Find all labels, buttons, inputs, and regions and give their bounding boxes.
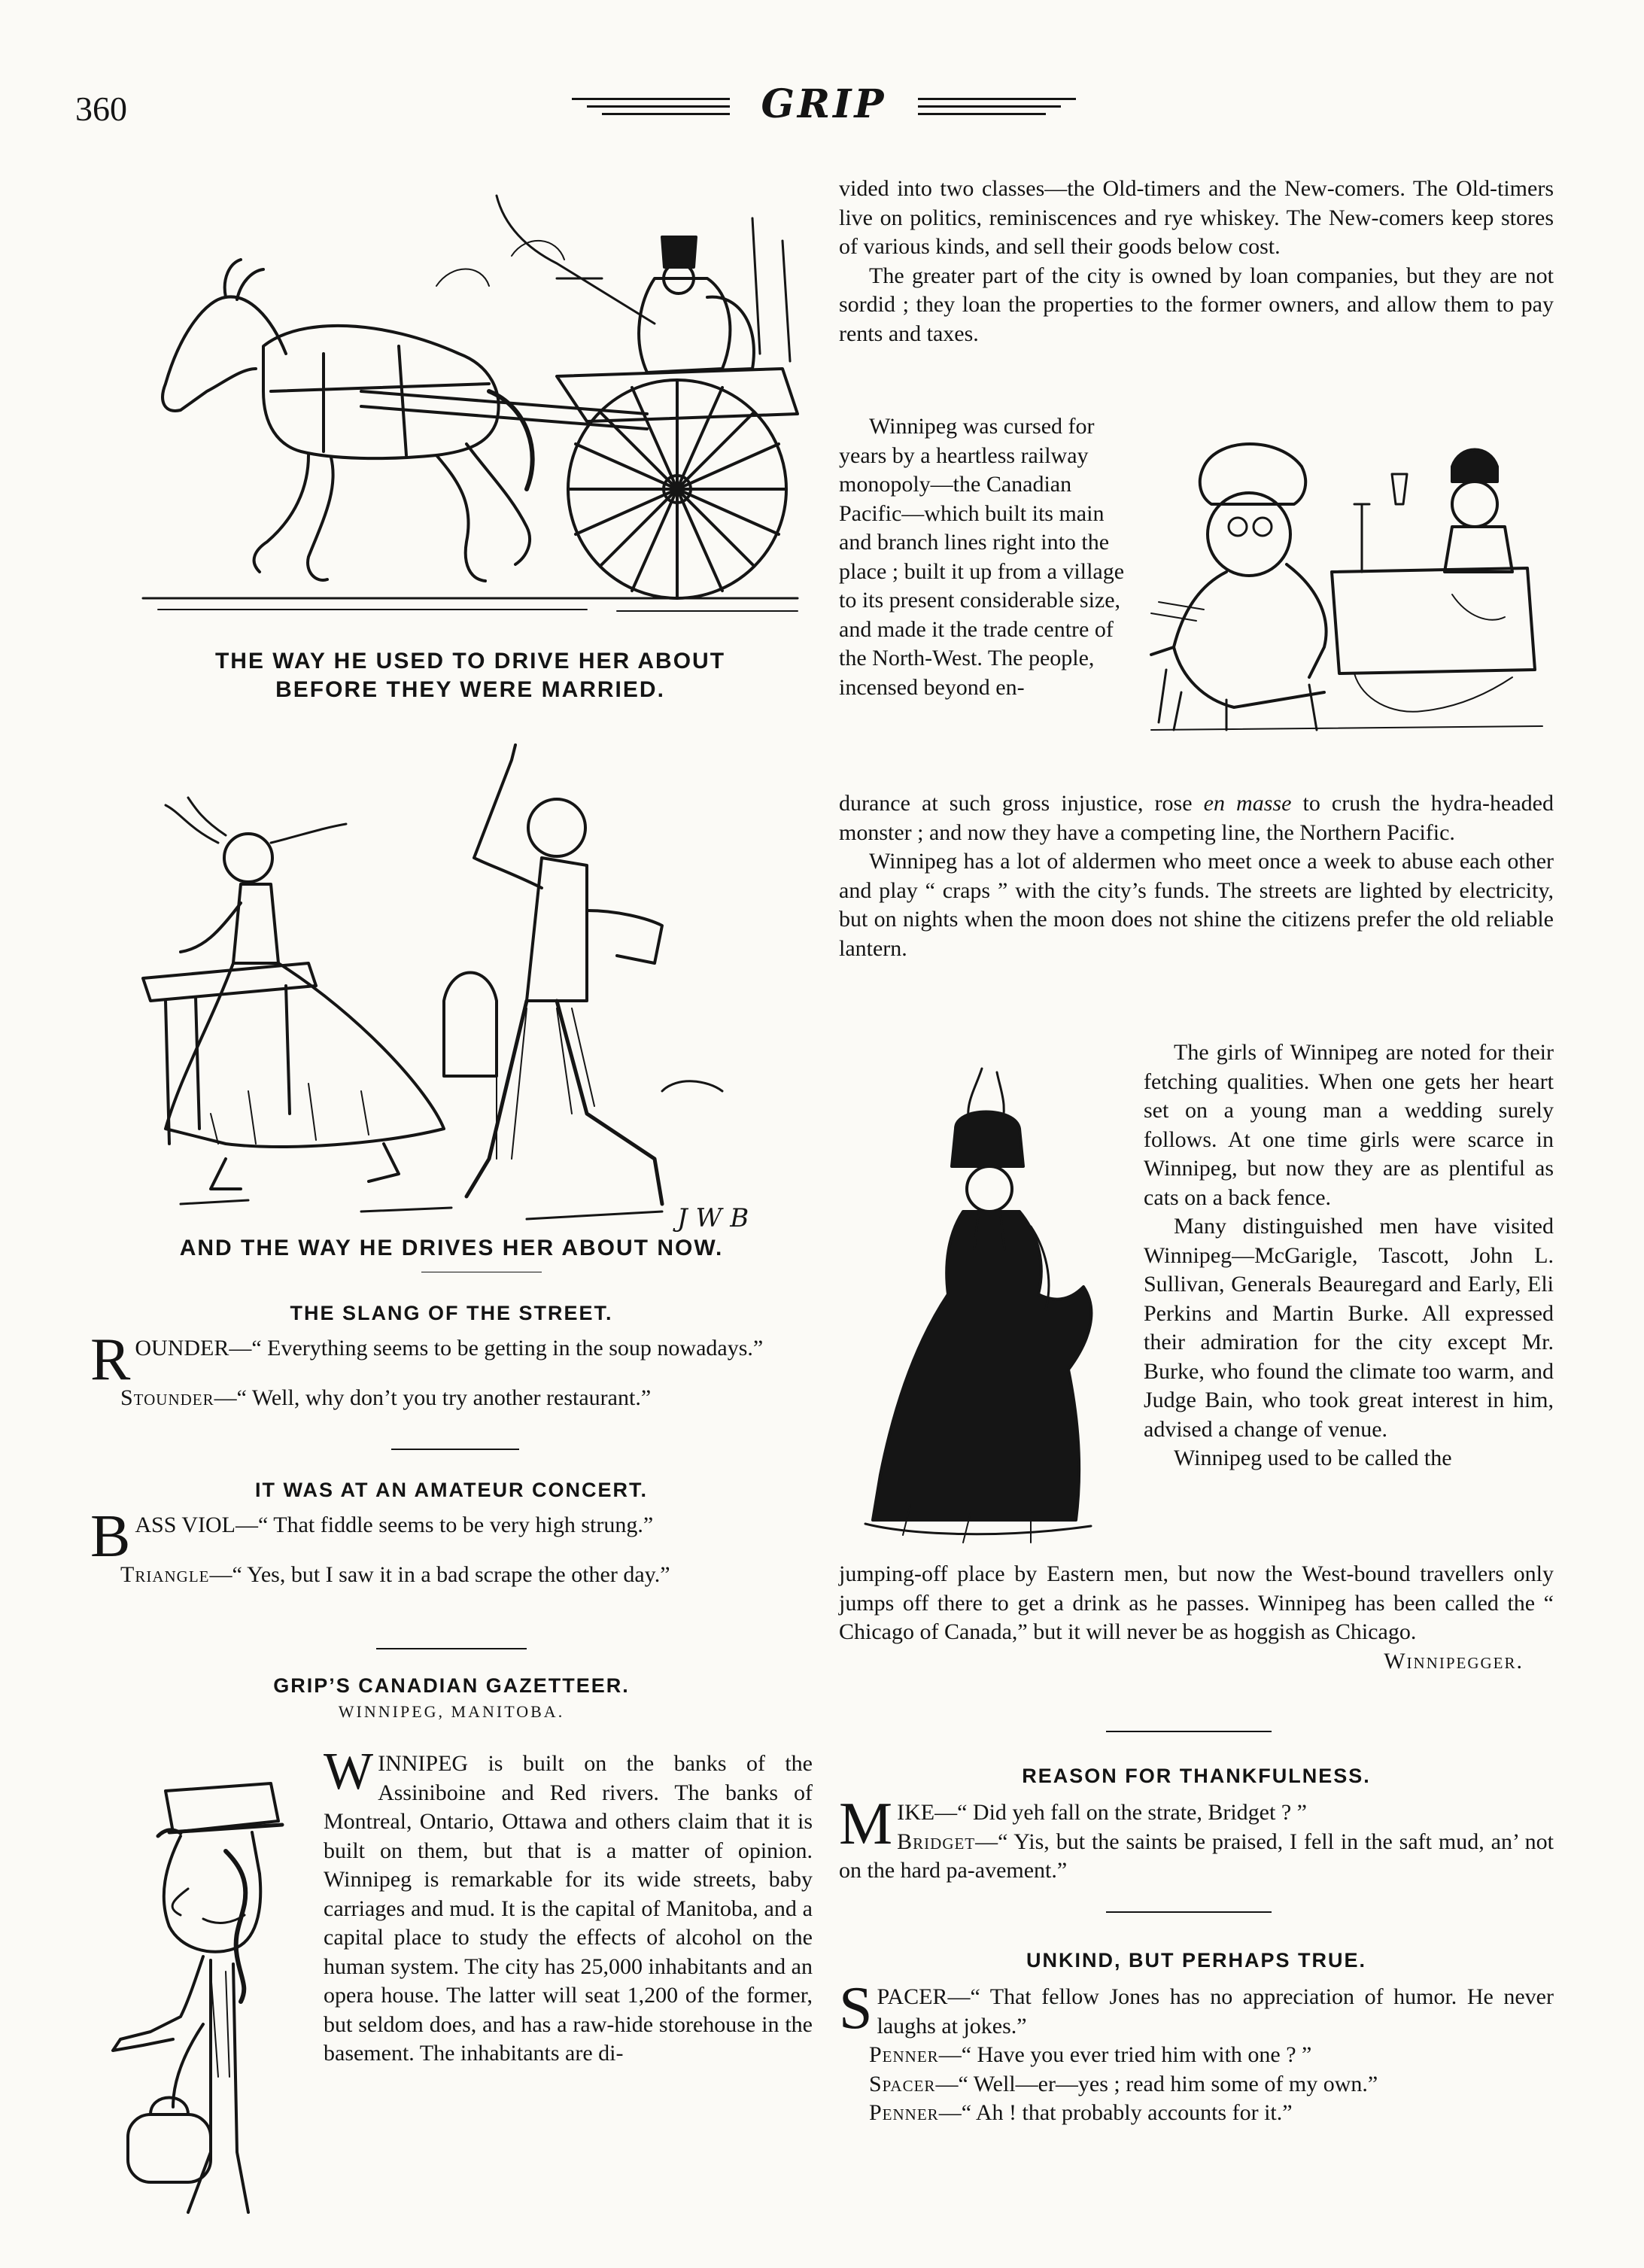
concert-dropcap: B	[90, 1503, 131, 1570]
gazetteer-body	[324, 1743, 813, 2069]
paragraph-two-classes: vided into two classes—the Old-timers and the New-comers. The Old-timers live on politics, reminiscences and rye whiskey. The New-comers keep stores of various kinds, and sell their goods below cost.	[839, 176, 1554, 259]
railway-text-a: durance at such gross injustice, rose	[839, 791, 1204, 816]
unkind-line-spacer	[839, 1975, 1554, 2042]
slang-section	[90, 1302, 813, 1413]
signature-winnipegger: Winnipegger.	[1384, 1648, 1524, 1674]
thankfulness-bridget-text: —“ Yis, but the saints be praised, I fell in the saft mud, an’ not on the hard pa-avement.”	[839, 1829, 1554, 1883]
masthead-title: GRIP	[761, 81, 887, 127]
slang-dropcap: R	[90, 1327, 131, 1393]
paragraph-jumping-part2: jumping-off place by Eastern men, but now the West-bound travellers only jumps off there to get a drink as he passes. Winnipeg has been called the “ Chicago of Canada,” but it will never be as hoggish as Chicago.	[839, 1561, 1554, 1644]
unkind-line-penner2	[839, 2099, 1554, 2128]
caption-drives-now: AND THE WAY HE DRIVES HER ABOUT NOW.	[179, 1236, 724, 1260]
unkind-line-spacer2	[839, 2070, 1554, 2099]
slang-title: THE SLANG OF THE STREET.	[290, 1302, 613, 1324]
concert-section	[90, 1479, 813, 1590]
railway-wrap-text	[839, 412, 1129, 702]
unkind-penner2-text: —“ Ah ! that probably accounts for it.”	[938, 2100, 1293, 2125]
speaker-stounder: Stounder	[120, 1385, 214, 1410]
paragraph-loan-companies: The greater part of the city is owned by loan companies, but they are not sordid ; they loan the properties to the former owners, and allow them to pay rents and taxes.	[839, 263, 1554, 346]
paragraph-girls: The girls of Winnipeg are noted for their fetching qualities. When one gets her heart set on a young man a wedding surely follows. At one time girls were scarce in Winnipeg, but now they are as plentiful as cats on a back fence.	[1144, 1040, 1554, 1210]
unkind-spacer2-text: —“ Well—er—yes ; read him some of my own.”	[935, 2071, 1378, 2096]
railway-full-text	[839, 789, 1554, 963]
right-top-text	[839, 175, 1554, 348]
illustration-gazetteer-man	[98, 1761, 316, 2227]
speaker-bridget: Bridget	[897, 1829, 976, 1854]
thankfulness-section	[839, 1765, 1554, 1886]
concert-title: IT WAS AT AN AMATEUR CONCERT.	[255, 1479, 648, 1501]
thankfulness-mike-text: IKE—“ Did yeh fall on the strate, Bridget ? ”	[897, 1800, 1307, 1825]
unkind-penner-text: —“ Have you ever tried him with one ? ”	[938, 2042, 1312, 2067]
caption-before-married	[128, 647, 813, 704]
illustration-horse-cart	[135, 166, 813, 647]
divider	[1106, 1911, 1272, 1913]
unkind-title: UNKIND, BUT PERHAPS TRUE.	[1026, 1949, 1367, 1972]
divider	[376, 1648, 527, 1649]
thankfulness-line-mike	[839, 1791, 1554, 1886]
slang-line-stounder	[90, 1384, 813, 1413]
railway-text-italic: en masse	[1203, 791, 1292, 816]
speaker-penner-2: Penner	[869, 2100, 939, 2125]
concert-line-bass	[90, 1503, 813, 1570]
caption-before-married-line1: THE WAY HE USED TO DRIVE HER ABOUT	[214, 649, 726, 673]
thankfulness-title: REASON FOR THANKFULNESS.	[1022, 1765, 1371, 1787]
paragraph-aldermen: Winnipeg has a lot of aldermen who meet once a week to abuse each other and play “ craps ” with the city’s funds. The streets are lighted by electricity, but on nights when the moon does not shine the citizens prefer the old reliable lantern.	[839, 849, 1554, 961]
divider	[1106, 1731, 1272, 1732]
masthead	[557, 81, 1083, 134]
slang-rounder-text: OUNDER—“ Everything seems to be getting in the soup nowadays.”	[135, 1336, 764, 1360]
page-number: 360	[75, 90, 127, 128]
gazetteer-section	[90, 1674, 813, 1722]
gazetteer-paragraph	[324, 1743, 813, 2069]
caption-before-married-line2: BEFORE THEY WERE MARRIED.	[275, 677, 665, 702]
jumping-full-text	[839, 1560, 1554, 1676]
illustration-chase	[135, 737, 813, 1234]
gazetteer-title: GRIP’S CANADIAN GAZETTEER.	[273, 1674, 630, 1697]
railway-text-b: to crush the hydra-headed monster ; and now they have a competing line, the Northern Pacific.	[839, 791, 1554, 845]
paragraph-railway-part1: Winnipeg was cursed for years by a heartless railway monopoly—the Canadian Pacific—which built its main and branch lines right into the place ; built it up from a village to its present considerable size, and made it the trade centre of the North-West. The people, incensed beyond en-	[839, 414, 1125, 700]
concert-line-triangle	[90, 1561, 813, 1590]
speaker-penner: Penner	[869, 2042, 939, 2067]
gazetteer-dropcap: W	[324, 1743, 374, 1801]
unkind-dropcap: S	[839, 1975, 873, 2042]
concert-triangle-text: —“ Yes, but I saw it in a bad scrape the other day.”	[209, 1562, 670, 1587]
paragraph-distinguished-men: Many distinguished men have visited Winnipeg—McGarigle, Tascott, John L. Sullivan, Generals Beauregard and Early, Eli Perkins and Martin Burke. All expressed their admiration for the city except Mr. Burke, who found the climate too warm, and Judge Bain, who took great interest in him, advised a change of venue.	[1144, 1214, 1554, 1442]
unkind-line-penner	[839, 2041, 1554, 2070]
slang-line-rounder	[90, 1327, 813, 1393]
girls-wrap-text	[1144, 1038, 1554, 1473]
thankfulness-dropcap: M	[839, 1791, 893, 1857]
slang-stounder-text: —“ Well, why don’t you try another restaurant.”	[214, 1385, 652, 1410]
gazetteer-text: INNIPEG is built on the banks of the Assiniboine and Red rivers. The banks of Montreal, Ontario, Ottawa and others claim that it is built on them, but that is a matter of opinion. Winnipeg is remarkable for its wide streets, baby carriages and mud. It is the capital of Manitoba, and a capital place to study the effects of alcohol on the human system. The city has 25,000 inhabitants and an opera house. The latter will seat 1,200 of the former, but seldom does, and has a raw-hide storehouse in the basement. The inhabitants are di-	[324, 1751, 813, 2066]
unkind-section	[839, 1949, 1554, 2128]
paragraph-railway-part2	[839, 789, 1554, 847]
divider	[391, 1449, 519, 1450]
concert-bass-text: ASS VIOL—“ That fiddle seems to be very high strung.”	[135, 1513, 654, 1537]
illustration-winnipeg-girl	[850, 1053, 1129, 1550]
unkind-spacer-text: PACER—“ That fellow Jones has no appreciation of humor. He never laughs at jokes.”	[877, 1984, 1554, 2038]
artist-signature: J W B	[677, 1203, 749, 1233]
speaker-triangle: Triangle	[120, 1562, 210, 1587]
illustration-old-timers	[1136, 421, 1557, 737]
paragraph-jumping-part1: Winnipeg used to be called the	[1174, 1446, 1452, 1470]
speaker-spacer: Spacer	[869, 2071, 936, 2096]
gazetteer-subtitle: WINNIPEG, MANITOBA.	[338, 1702, 565, 1721]
